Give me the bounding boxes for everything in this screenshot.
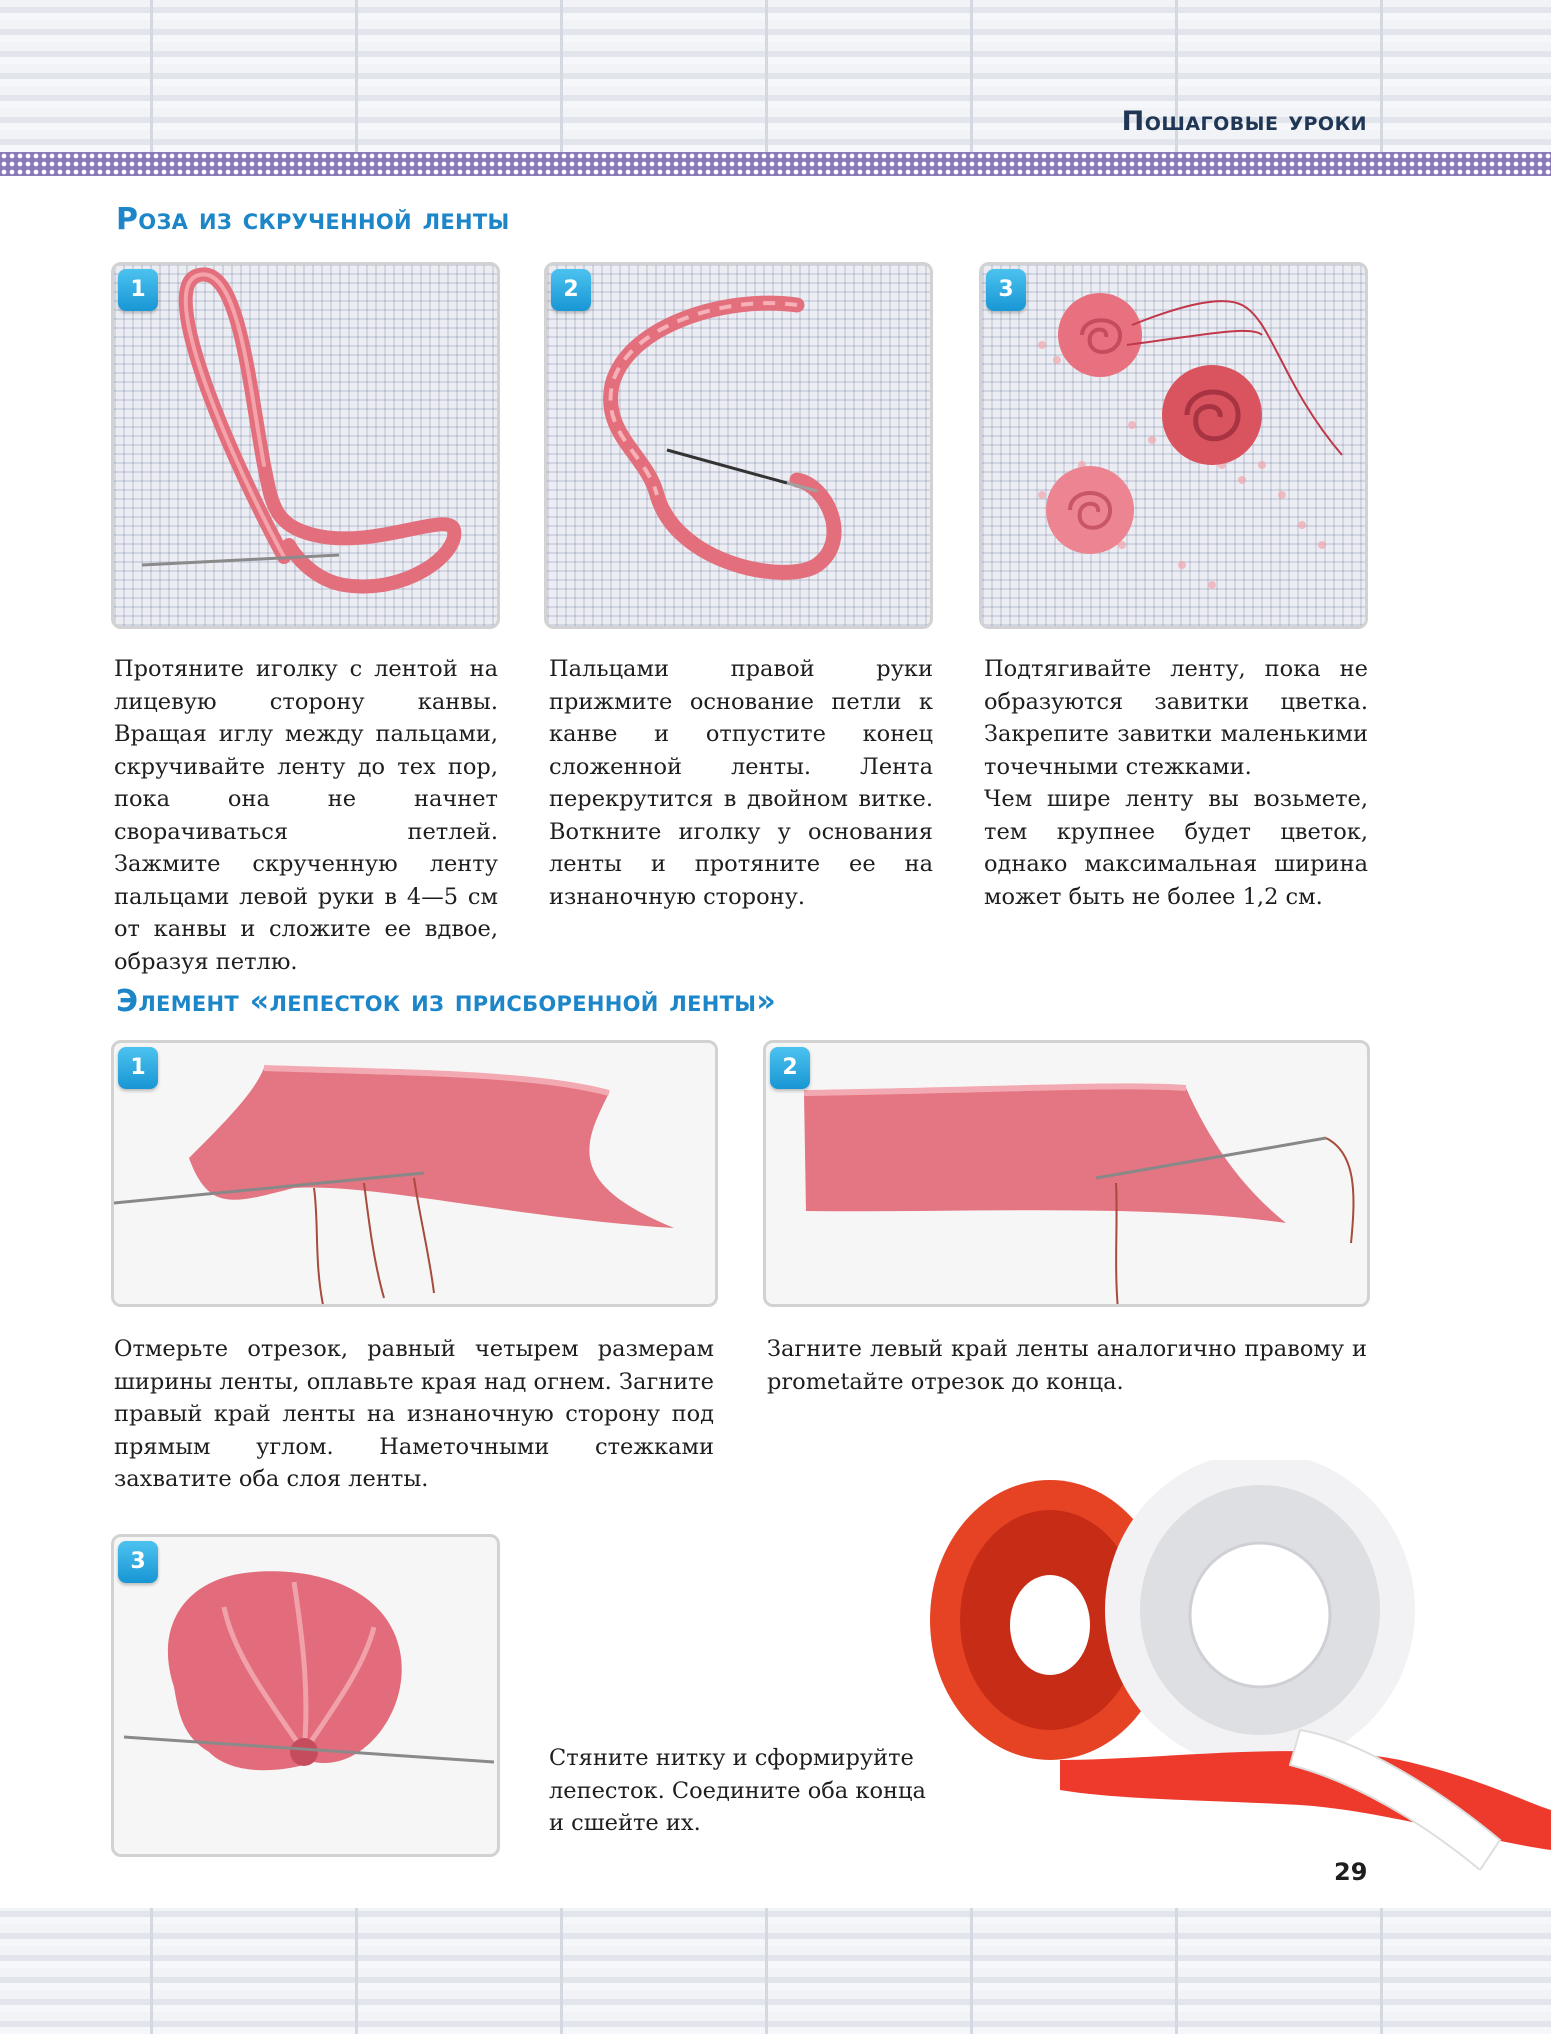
ribbon-folded-right-edge-illustration <box>114 1043 718 1307</box>
step-badge: 1 <box>118 1047 158 1089</box>
step-text-petal-1: Отмерьте отрезок, равный четырем размерам ширины ленты, оплавьте края над огнем. Загните правый край ленты на изнаночную сторону под прямым углом. Наметочными стежками захватите оба слоя ленты. <box>114 1336 714 1492</box>
step-photo-petal-2 <box>763 1040 1370 1307</box>
dotted-border <box>0 152 1551 176</box>
section-title-twisted-rose: Роза из скрученной ленты <box>116 202 510 237</box>
step-photo-petal-3 <box>111 1534 500 1857</box>
finished-roses-illustration <box>982 265 1368 629</box>
step-text-rose-3-main: Подтягивайте ленту, пока не образуются завитки цветка. Закрепите завитки маленькими точечными стежками. <box>984 656 1368 780</box>
step-text-rose-2: Пальцами правой руки прижмите основание петли к канве и отпустите конец сложенной ленты. Лента перекрутится в двойном витке. Воткните иголку у основания ленты и протяните ее на изнаночную сторону. <box>549 656 933 910</box>
step-photo-petal-1 <box>111 1040 718 1307</box>
step-badge: 2 <box>551 269 591 311</box>
step-photo-rose-3 <box>979 262 1368 629</box>
gathered-petal-illustration <box>114 1537 500 1857</box>
step-text-rose-1: Протяните иголку с лентой на лицевую сторону канвы. Вращая иглу между пальцами, скручивайте ленту до тех пор, пока она не начнет сворачиваться петлей. Зажмите скрученную ленту пальцами левой руки в 4—5 см от канвы и сложите ее вдвое, образуя петлю. <box>114 656 498 975</box>
step-text-petal-2: Загните левый край ленты аналогично правому и prometайте отрезок до конца. <box>767 1336 1367 1395</box>
page-number: 29 <box>1334 1858 1368 1886</box>
step-badge: 2 <box>770 1047 810 1089</box>
wood-background-bottom <box>0 1908 1551 2034</box>
ribbon-spools-photo <box>880 1460 1551 1870</box>
ribbon-folded-both-edges-illustration <box>766 1043 1370 1307</box>
section-title-gathered-petal: Элемент «лепесток из присборенной ленты» <box>116 984 777 1019</box>
step-photo-rose-1 <box>111 262 500 629</box>
step-photo-rose-2 <box>544 262 933 629</box>
twisted-ribbon-loop-illustration <box>114 265 500 629</box>
twisted-ribbon-double-turn-illustration <box>547 265 933 629</box>
step-text-rose-3-note: Чем шире ленту вы возьмете, тем крупнее будет цветок, однако максимальная ширина может быть не более 1,2 см. <box>984 786 1368 910</box>
step-text-rose-3 <box>984 653 1368 913</box>
step-badge: 1 <box>118 269 158 311</box>
step-badge: 3 <box>986 269 1026 311</box>
step-text-petal-3: Стяните нитку и сформируйте лепесток. Соедините оба конца и сшейте их. <box>549 1745 926 1836</box>
running-title: Пошаговые уроки <box>1121 106 1367 137</box>
step-badge: 3 <box>118 1541 158 1583</box>
